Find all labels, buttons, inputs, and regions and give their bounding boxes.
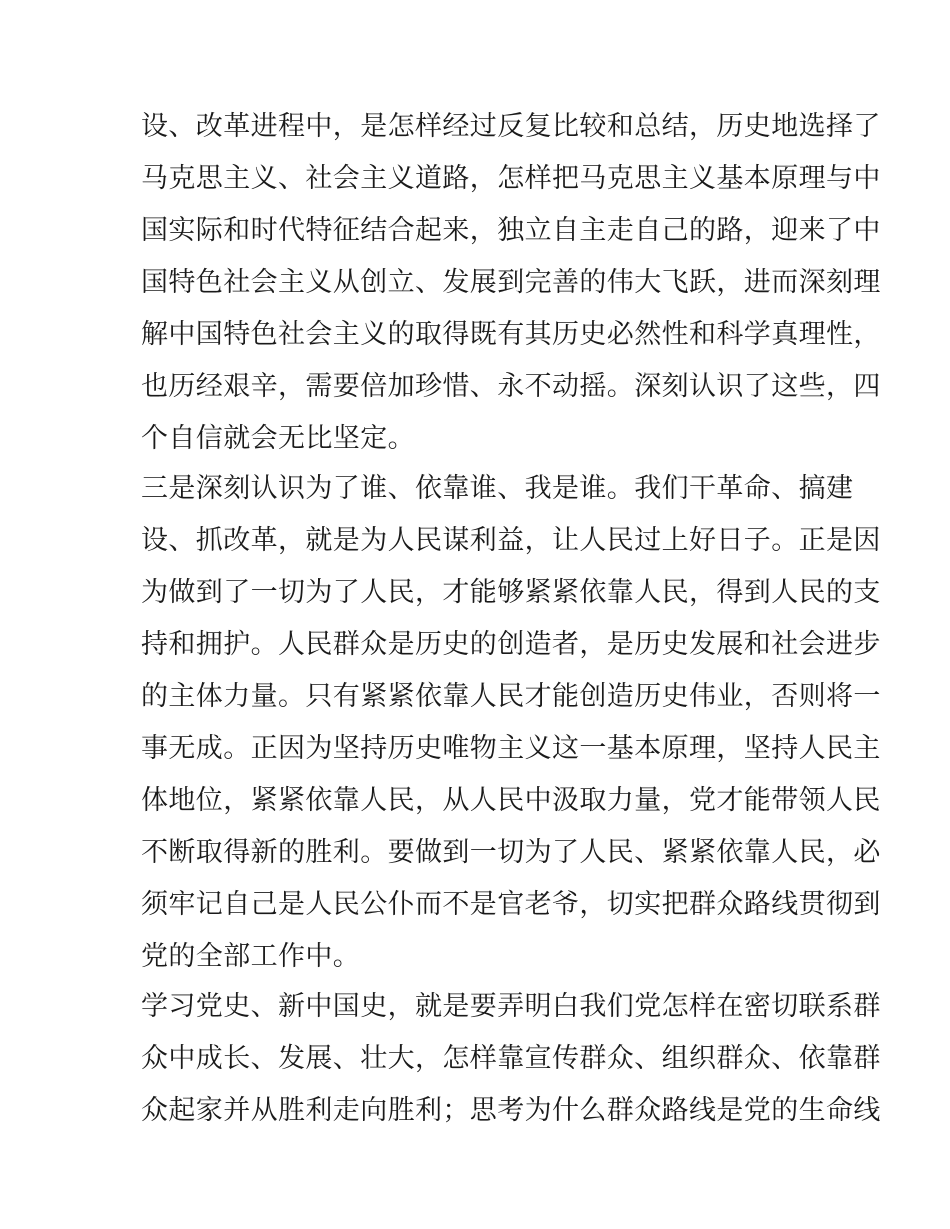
text-line: 国特色社会主义从创立、发展到完善的伟大飞跃，进而深刻理	[141, 267, 881, 298]
text-line: 体地位，紧紧依靠人民，从人民中汲取力量，党才能带领人民	[141, 785, 881, 816]
text-line: 须牢记自己是人民公仆而不是官老爷，切实把群众路线贯彻到	[141, 889, 881, 920]
text-line: 设、改革进程中，是怎样经过反复比较和总结，历史地选择了	[141, 111, 881, 142]
text-line: 党的全部工作中。	[141, 941, 361, 972]
text-line: 持和拥护。人民群众是历史的创造者，是历史发展和社会进步	[141, 629, 881, 660]
text-line: 个自信就会无比坚定。	[141, 423, 415, 454]
text-line: 马克思主义、社会主义道路，怎样把马克思主义基本原理与中	[141, 163, 881, 194]
text-line: 事无成。正因为坚持历史唯物主义这一基本原理，坚持人民主	[141, 733, 881, 764]
text-line: 为做到了一切为了人民，才能够紧紧依靠人民，得到人民的支	[141, 577, 881, 608]
text-line: 解中国特色社会主义的取得既有其历史必然性和科学真理性，	[141, 319, 881, 350]
text-line: 的主体力量。只有紧紧依靠人民才能创造历史伟业，否则将一	[141, 681, 881, 712]
text-line: 也历经艰辛，需要倍加珍惜、永不动摇。深刻认识了这些，四	[141, 371, 881, 402]
text-line: 国实际和时代特征结合起来，独立自主走自己的路，迎来了中	[141, 215, 881, 246]
text-line: 设、抓改革，就是为人民谋利益，让人民过上好日子。正是因	[141, 525, 881, 556]
text-line: 三是深刻认识为了谁、依靠谁、我是谁。我们干革命、搞建	[141, 473, 854, 504]
text-line: 众起家并从胜利走向胜利；思考为什么群众路线是党的生命线	[141, 1095, 881, 1126]
text-line: 不断取得新的胜利。要做到一切为了人民、紧紧依靠人民，必	[141, 837, 881, 868]
text-line: 学习党史、新中国史，就是要弄明白我们党怎样在密切联系群	[141, 991, 881, 1022]
text-line: 众中成长、发展、壮大，怎样靠宣传群众、组织群众、依靠群	[141, 1043, 881, 1074]
